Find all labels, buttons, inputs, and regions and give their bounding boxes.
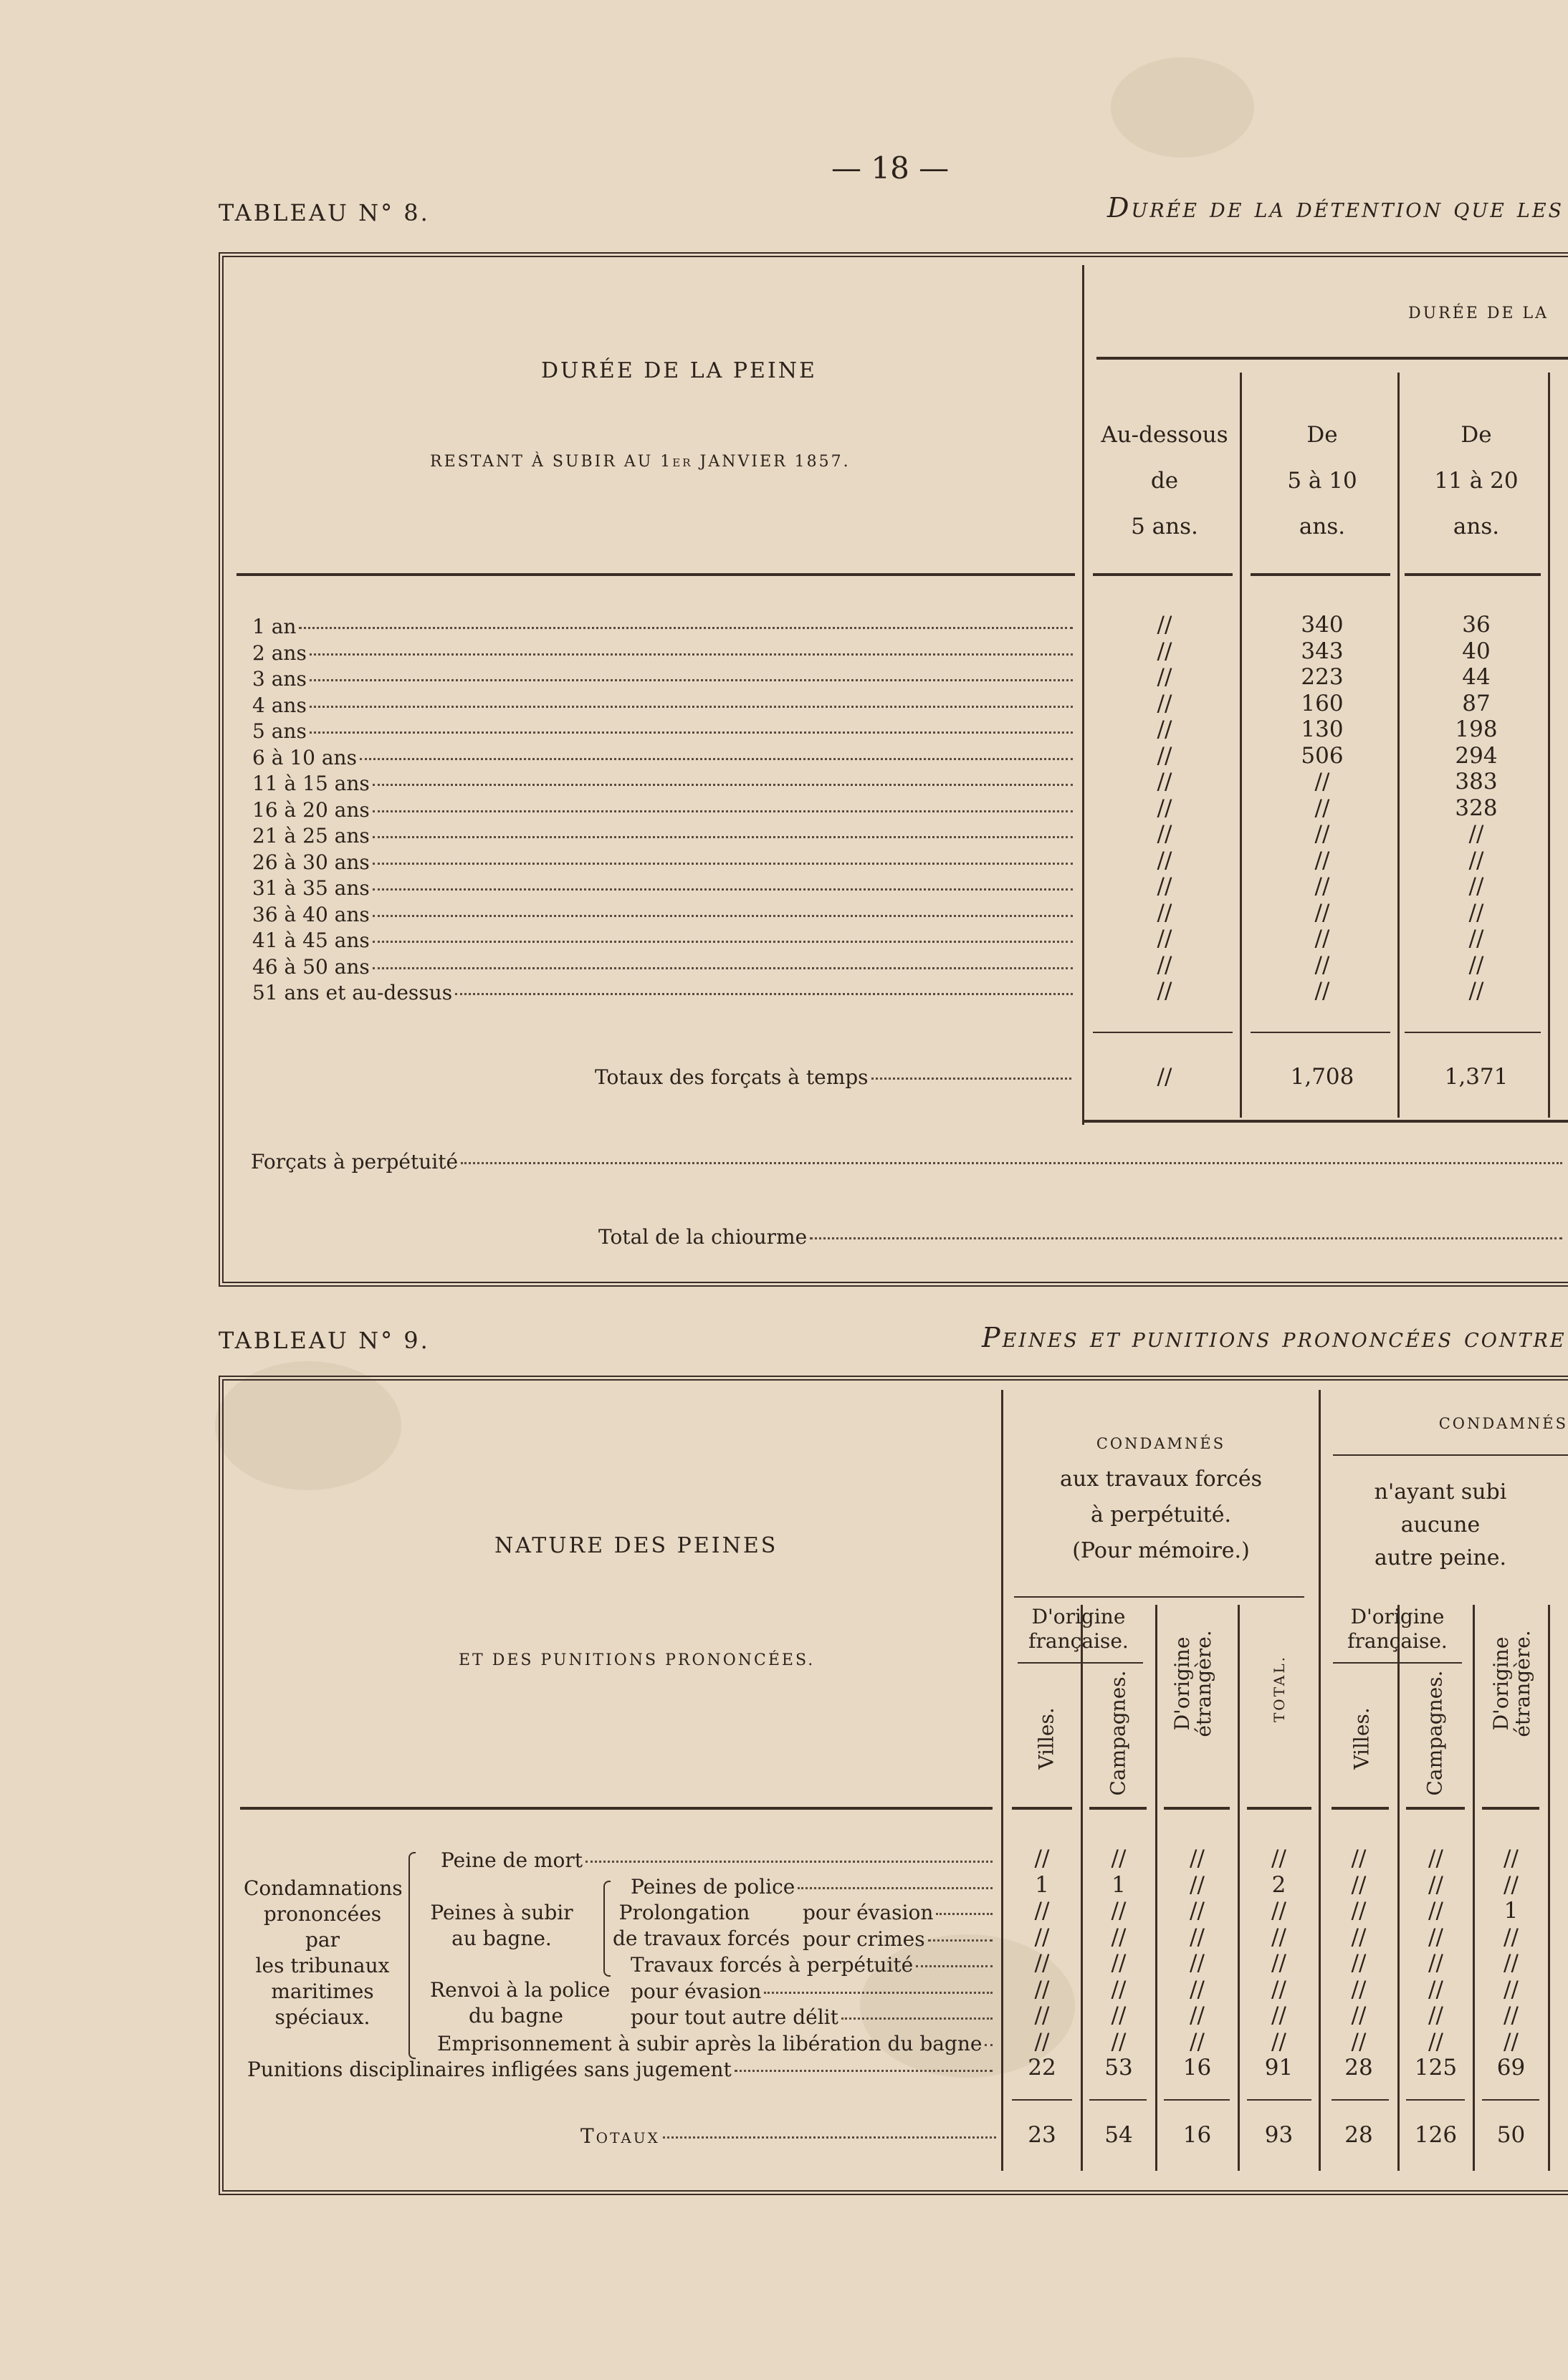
- table9-col-etrangere-2: D'origine étrangère.: [1489, 1630, 1534, 1737]
- table8-cell: //: [1314, 978, 1330, 1004]
- table9-cell: 16: [1182, 2055, 1212, 2081]
- table9-cell: 1: [1504, 1898, 1519, 1924]
- table8-cell: 160: [1301, 690, 1344, 716]
- table9-running-title: Peines et punitions prononcées contre: [982, 1322, 1567, 1353]
- table9-row: Peines de police: [631, 1875, 993, 1899]
- table8-row: 1 an: [252, 615, 1073, 638]
- table9-cell: 91: [1264, 2055, 1294, 2081]
- table9-cell: //: [1351, 2002, 1367, 2028]
- table8-cell: 340: [1301, 612, 1344, 638]
- table8-cell: 44: [1462, 664, 1491, 690]
- table8-col2-header: De 5 à 10 ans.: [1287, 422, 1357, 539]
- table9-stub-header: NATURE DES PEINES: [494, 1533, 778, 1558]
- table9-row: Peine de mort: [441, 1848, 993, 1872]
- table8-stub-header: DURÉE DE LA PEINE: [541, 358, 817, 383]
- table9-cell: 1: [1112, 1871, 1126, 1898]
- table9-group2-header: n'ayant subi aucune autre peine.: [1374, 1479, 1507, 1570]
- table8-cell: //: [1157, 873, 1172, 899]
- table8-row: 11 à 15 ans: [252, 772, 1073, 795]
- table9-cell: //: [1504, 1950, 1519, 1976]
- table9-row: pour tout autre délit: [631, 2005, 993, 2029]
- table9-group2-label: CONDAMNÉS: [1438, 1415, 1568, 1432]
- table8-cell: //: [1157, 664, 1172, 690]
- table9-cell: //: [1034, 1976, 1050, 2002]
- table8-row: 4 ans: [252, 694, 1073, 717]
- table9-cell: //: [1504, 1976, 1519, 2002]
- table9-cell: 2: [1271, 1871, 1286, 1898]
- table8-cell: //: [1314, 769, 1330, 795]
- table8-cell: 223: [1301, 664, 1344, 690]
- table8-cell: 294: [1455, 742, 1498, 769]
- table9-cell: //: [1351, 1976, 1367, 2002]
- table9-cell: //: [1428, 2028, 1443, 2055]
- table8-totals-row: Totaux des forçats à temps: [595, 1065, 1071, 1089]
- table9-cell: //: [1428, 1950, 1443, 1976]
- table8-running-title: Durée de la détention que les: [1107, 192, 1564, 224]
- table9-cell: 22: [1028, 2055, 1056, 2081]
- table9-cell: //: [1428, 1924, 1443, 1950]
- table8-cell: //: [1468, 926, 1484, 951]
- table9-peines-a-subir: Peines à subir au bagne.: [430, 1901, 573, 1950]
- table8-cell: //: [1468, 899, 1484, 926]
- table9-total-cell: 50: [1496, 2122, 1526, 2148]
- table9-cell: //: [1111, 1924, 1127, 1950]
- table8-cell: //: [1314, 821, 1330, 847]
- table9-cell: 1: [1035, 1871, 1049, 1898]
- table8-row: 36 à 40 ans: [252, 903, 1073, 926]
- table9-cell: //: [1504, 2002, 1519, 2028]
- table9-col-etrangere-1: D'origine étrangère.: [1170, 1630, 1215, 1737]
- table9-cell: //: [1351, 2028, 1367, 2055]
- table9-cell: //: [1351, 1871, 1367, 1898]
- table8-cell: //: [1157, 716, 1172, 742]
- table8-row: 31 à 35 ans: [252, 876, 1073, 900]
- table8-cell: 328: [1455, 795, 1498, 821]
- table9-stub-subheader: ET DES PUNITIONS PRONONCÉES.: [459, 1651, 816, 1669]
- table9-cell: //: [1428, 2002, 1443, 2028]
- table9-group1-header: CONDAMNÉS aux travaux forcés à perpétuité. (Pour mémoire.): [1059, 1435, 1262, 1563]
- table9-col-villes-1: Villes.: [1034, 1707, 1058, 1770]
- table9-cell: //: [1428, 1871, 1443, 1898]
- table9-total-cell: 54: [1104, 2122, 1133, 2148]
- table8-cell: //: [1468, 821, 1484, 847]
- table9-cell: //: [1111, 1950, 1127, 1976]
- table9-cell: //: [1271, 1846, 1286, 1871]
- table9-cell: //: [1271, 2028, 1286, 2055]
- table8-cell: //: [1157, 690, 1172, 716]
- table8-cell: //: [1468, 951, 1484, 978]
- table8-row: 46 à 50 ans: [252, 955, 1073, 979]
- table9-cell: 69: [1496, 2055, 1526, 2081]
- table9-cell: //: [1034, 2002, 1050, 2028]
- table8-cell: //: [1314, 926, 1330, 951]
- table8-cell: //: [1157, 612, 1172, 638]
- table9-cell: //: [1351, 1898, 1367, 1924]
- table9-renvoi: Renvoi à la police du bagne: [430, 1978, 611, 2028]
- table9-col-campagnes-2: Campagnes.: [1423, 1670, 1447, 1796]
- table8-total-cell: 1,708: [1290, 1064, 1354, 1090]
- table8-row: 16 à 20 ans: [252, 798, 1073, 822]
- table8-cell: 383: [1455, 769, 1498, 795]
- table9-cell: //: [1351, 1924, 1367, 1950]
- table9-cell: //: [1190, 1950, 1205, 1976]
- table8-cell: //: [1314, 847, 1330, 873]
- table8-cell: //: [1314, 795, 1330, 821]
- table8-cell: //: [1157, 978, 1172, 1004]
- table8-total-cell: 1,371: [1444, 1064, 1509, 1090]
- table8-cell: //: [1157, 795, 1172, 821]
- table9-label: TABLEAU N° 9.: [219, 1327, 430, 1354]
- table9-col-total: TOTAL.: [1271, 1654, 1288, 1723]
- table9-cell: //: [1111, 2028, 1127, 2055]
- table9-row: Emprisonnement à subir après la libération du bagne: [437, 2032, 993, 2055]
- table9-prolongation: Prolongation de travaux forcés: [613, 1901, 790, 1950]
- table8-cell: 506: [1301, 742, 1344, 769]
- table8-cell: 343: [1301, 638, 1344, 664]
- table9-row: Punitions disciplinaires infligées sans jugement: [247, 2058, 993, 2081]
- table8-cell: 198: [1455, 716, 1498, 742]
- table8-row: 3 ans: [252, 667, 1073, 691]
- table9-cell: //: [1271, 1924, 1286, 1950]
- table9-cell: //: [1190, 1976, 1205, 2002]
- table8-col1-header: Au-dessous de 5 ans.: [1101, 422, 1228, 539]
- table8-cell: 36: [1462, 612, 1491, 638]
- table8-cell: //: [1314, 899, 1330, 926]
- table9-cell: 53: [1104, 2055, 1133, 2081]
- table8-group-header: DURÉE DE LA: [1408, 304, 1549, 322]
- table9-cell: //: [1111, 1898, 1127, 1924]
- table9-cell: //: [1504, 1846, 1519, 1871]
- table9-cell: //: [1428, 1846, 1443, 1871]
- table8-cell: //: [1157, 951, 1172, 978]
- table9-cell: //: [1034, 2028, 1050, 2055]
- table9-cell: //: [1034, 1898, 1050, 1924]
- table9-cell: //: [1504, 1871, 1519, 1898]
- table9-brace-condamnations: Condamnations prononcées par les tribunaux maritimes spéciaux.: [244, 1876, 403, 2029]
- table8-cell: //: [1468, 873, 1484, 899]
- table9-row: Travaux forcés à perpétuité: [631, 1953, 993, 1977]
- table9-cell: //: [1190, 1924, 1205, 1950]
- table9-cell: //: [1190, 2028, 1205, 2055]
- table8-col3-header: De 11 à 20 ans.: [1434, 422, 1519, 539]
- table8-cell: //: [1314, 951, 1330, 978]
- table9-cell: //: [1190, 1871, 1205, 1898]
- table9-origine-francaise-1: D'origine française.: [1028, 1605, 1129, 1653]
- table8-row: 6 à 10 ans: [252, 746, 1073, 769]
- table9-col-campagnes-1: Campagnes.: [1106, 1670, 1130, 1796]
- table8-row: 41 à 45 ans: [252, 929, 1073, 952]
- table8-cell: //: [1157, 638, 1172, 664]
- table9-total-cell: 126: [1414, 2122, 1458, 2148]
- table8-stub-subheader: RESTANT À SUBIR AU 1er JANVIER 1857.: [430, 453, 851, 471]
- table8-cell: //: [1157, 821, 1172, 847]
- table9-cell: //: [1428, 1898, 1443, 1924]
- table9-total-cell: 93: [1264, 2122, 1294, 2148]
- table8-cell: 130: [1301, 716, 1344, 742]
- table8-perpetuite-row: Forçats à perpétuité: [251, 1150, 1562, 1174]
- table8-cell: //: [1157, 742, 1172, 769]
- table8-row: 26 à 30 ans: [252, 850, 1073, 874]
- table9-cell: //: [1111, 1846, 1127, 1871]
- table8-cell: 40: [1462, 638, 1491, 664]
- table8-label: TABLEAU N° 8.: [219, 199, 430, 226]
- table9-cell: //: [1034, 1846, 1050, 1871]
- table9-cell: //: [1504, 1924, 1519, 1950]
- table9-cell: //: [1351, 1950, 1367, 1976]
- table8-row: 21 à 25 ans: [252, 824, 1073, 848]
- table9-origine-francaise-2: D'origine française.: [1347, 1605, 1448, 1653]
- table8-row: 2 ans: [252, 641, 1073, 665]
- table8-cell: //: [1468, 978, 1484, 1004]
- table9-row: pour crimes: [803, 1927, 993, 1951]
- table9-cell: 125: [1414, 2055, 1458, 2081]
- table9-cell: //: [1190, 2002, 1205, 2028]
- table8-cell: //: [1157, 899, 1172, 926]
- page-number: — 18 —: [831, 150, 950, 186]
- table8-cell: //: [1157, 769, 1172, 795]
- table9-cell: //: [1271, 2002, 1286, 2028]
- table9-cell: //: [1034, 1950, 1050, 1976]
- table8-chiourme-row: Total de la chiourme: [598, 1225, 1562, 1249]
- table9-cell: //: [1271, 1976, 1286, 2002]
- table8-row: 51 ans et au-dessus: [252, 981, 1073, 1004]
- table9-cell: //: [1034, 1924, 1050, 1950]
- table9-cell: //: [1190, 1898, 1205, 1924]
- table9-cell: //: [1271, 1898, 1286, 1924]
- table8-row: 5 ans: [252, 719, 1073, 743]
- table8-cell: //: [1314, 873, 1330, 899]
- table9-totals-row: Totaux: [580, 2124, 996, 2148]
- table9-col-villes-2: Villes.: [1349, 1707, 1374, 1770]
- table9-cell: //: [1504, 2028, 1519, 2055]
- table9-cell: //: [1111, 2002, 1127, 2028]
- table8-cell: //: [1468, 847, 1484, 873]
- table9-row: pour évasion: [803, 1901, 993, 1924]
- table9-cell: //: [1190, 1846, 1205, 1871]
- table8-total-cell: //: [1157, 1064, 1172, 1090]
- table9-cell: //: [1351, 1846, 1367, 1871]
- table8-cell: //: [1157, 847, 1172, 873]
- table9-total-cell: 23: [1028, 2122, 1056, 2148]
- table9-cell: //: [1271, 1950, 1286, 1976]
- table9-total-cell: 28: [1344, 2122, 1373, 2148]
- table9-total-cell: 16: [1182, 2122, 1212, 2148]
- table9-cell: 28: [1344, 2055, 1373, 2081]
- table9-cell: //: [1111, 1976, 1127, 2002]
- table9-cell: //: [1428, 1976, 1443, 2002]
- table9-row: pour évasion: [631, 1980, 993, 2003]
- table8-cell: //: [1157, 926, 1172, 951]
- table8-cell: 87: [1462, 690, 1491, 716]
